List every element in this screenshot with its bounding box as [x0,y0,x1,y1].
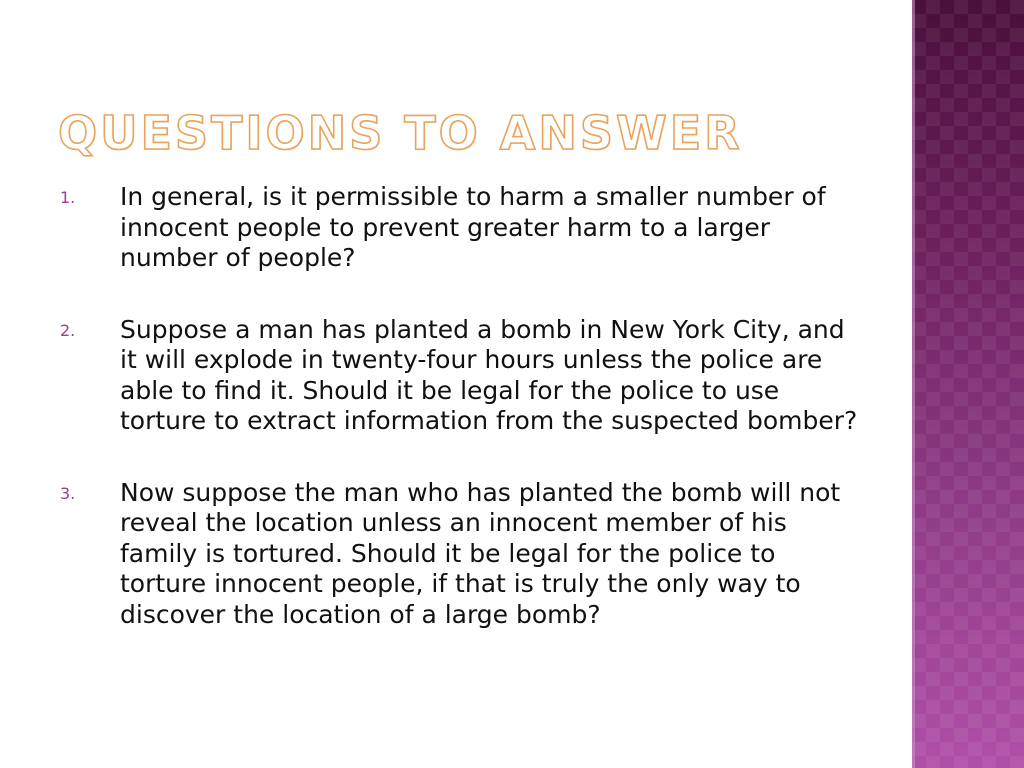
side-band-edge [912,0,915,768]
question-number: 1. [60,188,76,207]
question-item [58,315,858,437]
question-number: 2. [60,320,76,340]
question-text: Suppose a man has planted a bomb in New York City, and it will explode in twenty-four hours unless the police are able to find it. Should it be legal for the police to use torture to extract information from the suspected bomber? [120,314,858,435]
question-text: In general, is it permissible to harm a smaller number of innocent people to prevent greater harm to a larger number of people? [120,182,826,272]
question-number: 3. [60,483,76,503]
slide-title: QUESTIONS TO ANSWER [58,106,743,160]
question-text: Now suppose the man who has planted the bomb will not reveal the location unless an innocent member of his family is tortured. Should it be legal for the police to torture innocent people, if that is truly the only way to discover the location of a large bomb? [120,477,841,629]
questions-list [58,182,858,630]
decorative-side-band [912,0,1024,768]
question-item [58,182,858,274]
question-item [58,478,858,631]
diamond-pattern [912,0,1024,768]
